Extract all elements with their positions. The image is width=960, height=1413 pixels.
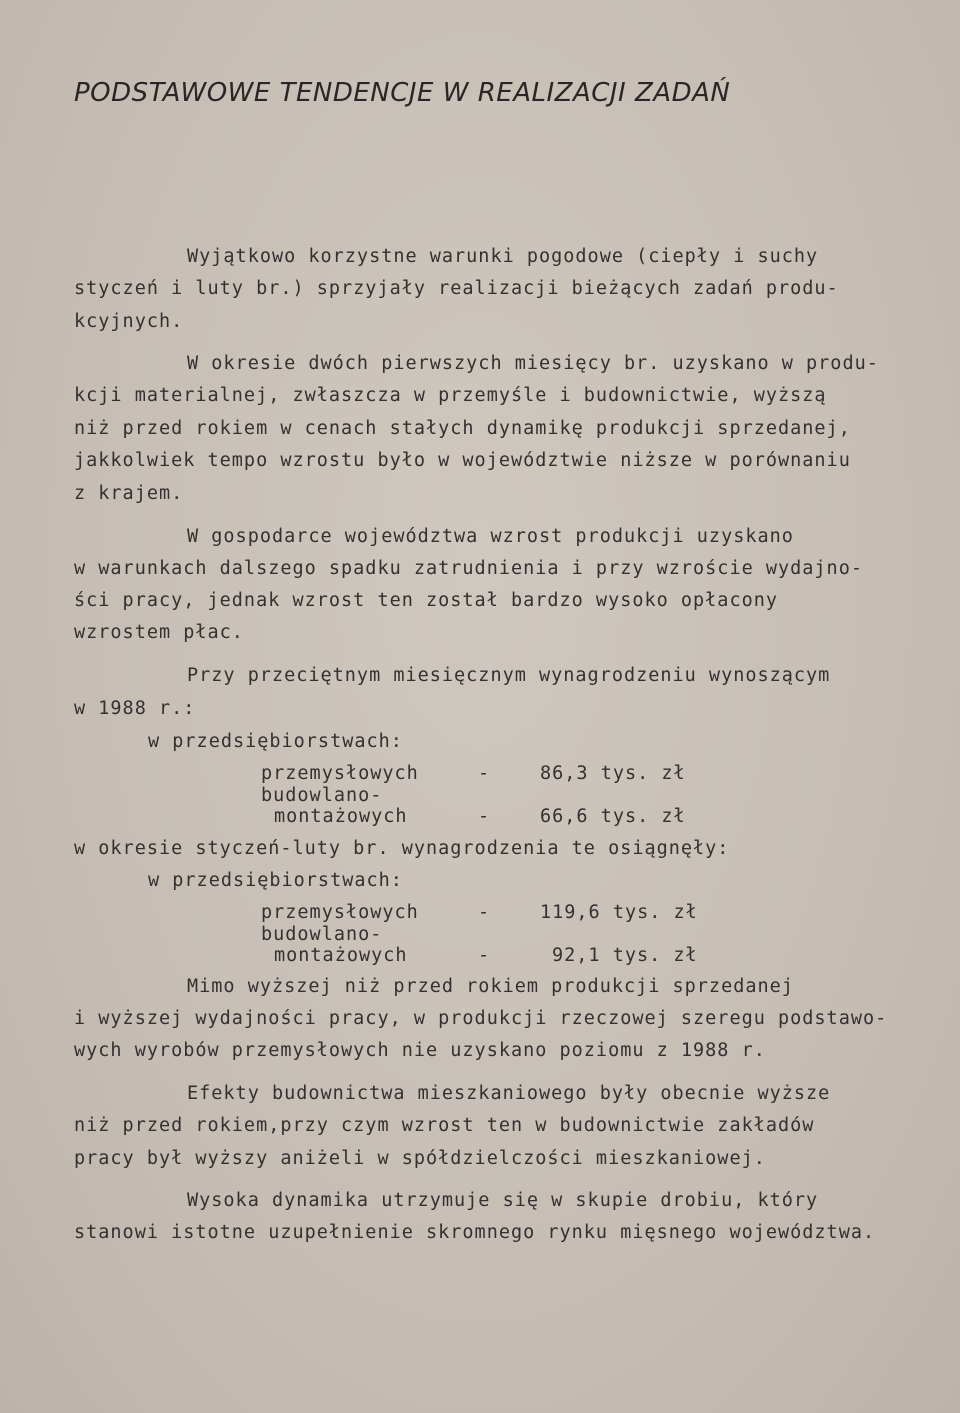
paragraph-6-line-1: Mimo wyższej niż przed rokiem produkcji sprzedanej bbox=[187, 976, 794, 997]
wages-current-row1-dash: - bbox=[478, 902, 491, 923]
wages-1988-row2-label-b: montażowych bbox=[274, 806, 408, 827]
paragraph-8-line-1: Wysoka dynamika utrzymuje się w skupie drobiu, który bbox=[187, 1190, 819, 1211]
paragraph-2-line-2: kcji materialnej, zwłaszcza w przemyśle i budownictwie, wyższą bbox=[74, 385, 827, 406]
paragraph-6-line-3: wych wyrobów przemysłowych nie uzyskano poziomu z 1988 r. bbox=[74, 1040, 766, 1061]
wages-current-row1-value: 119,6 tys. zł bbox=[540, 902, 698, 923]
paragraph-3-line-4: wzrostem płac. bbox=[74, 622, 244, 643]
paragraph-1-line-1: Wyjątkowo korzystne warunki pogodowe (ciepły i suchy bbox=[187, 246, 819, 267]
paragraph-7-line-2: niż przed rokiem,przy czym wzrost ten w budownictwie zakładów bbox=[74, 1115, 815, 1136]
wages-1988-row1-dash: - bbox=[478, 763, 491, 784]
paragraph-6-line-2: i wyższej wydajności pracy, w produkcji rzeczowej szeregu podstawo- bbox=[74, 1008, 888, 1029]
paragraph-5-line-1: w okresie styczeń-luty br. wynagrodzenia te osiągnęły: bbox=[74, 838, 730, 859]
wages-current-row2-label-a: budowlano- bbox=[261, 924, 383, 945]
paragraph-2-line-3: niż przed rokiem w cenach stałych dynamikę produkcji sprzedanej, bbox=[74, 418, 851, 439]
paragraph-1-line-3: kcyjnych. bbox=[74, 311, 184, 332]
paragraph-2-line-1: W okresie dwóch pierwszych miesięcy br. uzyskano w produ- bbox=[187, 353, 879, 374]
wages-1988-section-label: w przedsiębiorstwach: bbox=[148, 731, 403, 752]
paragraph-2-line-5: z krajem. bbox=[74, 483, 184, 504]
paragraph-3-line-1: W gospodarce województwa wzrost produkcji uzyskano bbox=[187, 526, 794, 547]
paragraph-8-line-2: stanowi istotne uzupełnienie skromnego rynku mięsnego województwa. bbox=[74, 1222, 876, 1243]
paragraph-7-line-1: Efekty budownictwa mieszkaniowego były obecnie wyższe bbox=[187, 1083, 831, 1104]
wages-1988-row2-value: 66,6 tys. zł bbox=[540, 806, 686, 827]
wages-current-row1-label: przemysłowych bbox=[261, 902, 419, 923]
paragraph-1-line-2: styczeń i luty br.) sprzyjały realizacji bieżących zadań produ- bbox=[74, 278, 839, 299]
wages-1988-row2-label-a: budowlano- bbox=[261, 785, 383, 806]
wages-current-section-label: w przedsiębiorstwach: bbox=[148, 870, 403, 891]
wages-1988-row1-label: przemysłowych bbox=[261, 763, 419, 784]
paragraph-7-line-3: pracy był wyższy aniżeli w spółdzielczości mieszkaniowej. bbox=[74, 1148, 766, 1169]
paragraph-4-line-2: w 1988 r.: bbox=[74, 698, 196, 719]
wages-current-row2-value: 92,1 tys. zł bbox=[552, 945, 698, 966]
paragraph-3-line-2: w warunkach dalszego spadku zatrudnienia i przy wzroście wydajno- bbox=[74, 558, 863, 579]
wages-current-row2-label-b: montażowych bbox=[274, 945, 408, 966]
wages-current-row2-dash: - bbox=[478, 945, 491, 966]
page-title: PODSTAWOWE TENDENCJE W REALIZACJI ZADAŃ bbox=[74, 78, 731, 108]
paragraph-2-line-4: jakkolwiek tempo wzrostu było w województwie niższe w porównaniu bbox=[74, 450, 851, 471]
wages-1988-row1-value: 86,3 tys. zł bbox=[540, 763, 686, 784]
paragraph-4-line-1: Przy przeciętnym miesięcznym wynagrodzeniu wynoszącym bbox=[187, 665, 831, 686]
wages-1988-row2-dash: - bbox=[478, 806, 491, 827]
paragraph-3-line-3: ści pracy, jednak wzrost ten został bardzo wysoko opłacony bbox=[74, 590, 779, 611]
